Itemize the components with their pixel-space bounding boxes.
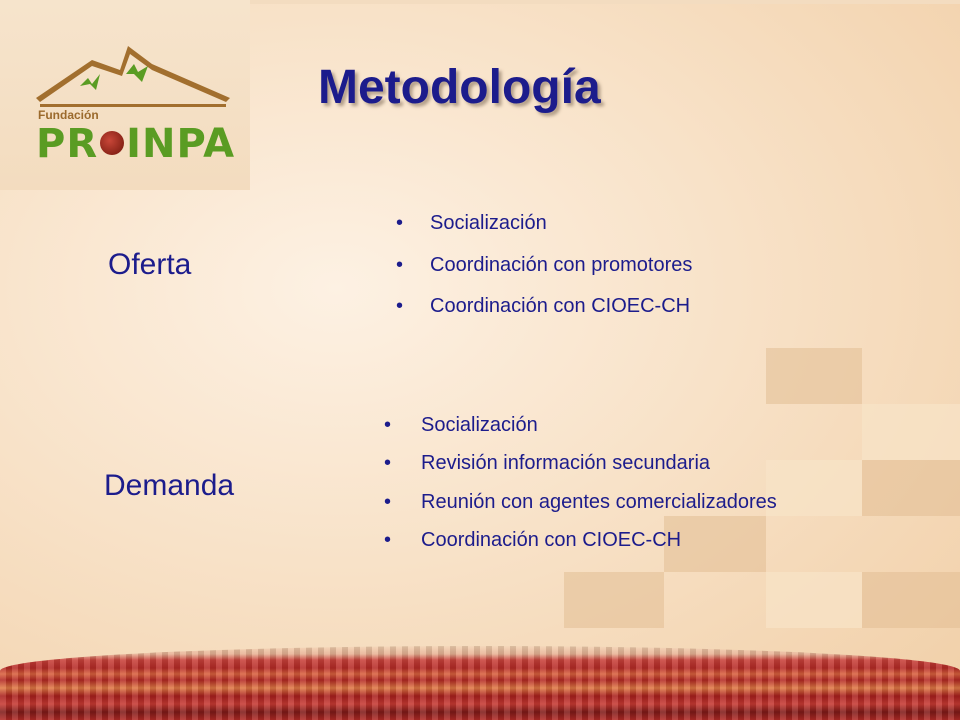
top-band	[250, 0, 960, 4]
list-item	[396, 295, 692, 318]
logo-fundacion-text: Fundación	[38, 108, 99, 122]
logo-word-left: PR	[36, 121, 99, 167]
page-title: Metodología	[318, 61, 601, 114]
bullet-icon: •	[396, 212, 404, 234]
demanda-label: Demanda	[104, 469, 235, 502]
bullet-icon: •	[384, 452, 392, 474]
oferta-list	[396, 212, 692, 318]
textile-border	[0, 646, 960, 720]
bullet-icon: •	[396, 254, 404, 276]
decor-square	[862, 404, 960, 460]
bullet-icon: •	[384, 491, 392, 513]
decor-square	[766, 572, 862, 628]
list-item-text: Socialización	[430, 212, 547, 234]
list-item-text: Reunión con agentes comercializadores	[421, 491, 777, 513]
bullet-icon: •	[396, 295, 404, 317]
decor-square	[766, 348, 862, 404]
decor-square	[564, 572, 664, 628]
list-item-text: Coordinación con CIOEC-CH	[421, 529, 682, 551]
decor-square	[862, 460, 960, 516]
bullet-icon: •	[384, 414, 392, 436]
list-item-text: Revisión información secundaria	[421, 452, 711, 474]
list-item	[384, 452, 777, 491]
list-item	[384, 491, 777, 529]
logo-wordmark	[36, 121, 235, 167]
list-item-text: Socialización	[421, 414, 538, 436]
logo-ball-icon	[100, 131, 124, 155]
decor-square	[862, 572, 960, 628]
list-item-text: Coordinación con CIOEC-CH	[430, 295, 691, 317]
list-item	[396, 254, 692, 295]
list-item	[396, 212, 692, 254]
list-item	[384, 414, 777, 452]
demanda-list	[384, 414, 777, 552]
decor-square	[766, 460, 862, 516]
list-item-text: Coordinación con promotores	[430, 254, 693, 276]
list-item	[384, 529, 777, 552]
bullet-icon: •	[384, 529, 392, 551]
oferta-label: Oferta	[108, 248, 192, 281]
logo-word-right: INPA	[126, 121, 236, 167]
